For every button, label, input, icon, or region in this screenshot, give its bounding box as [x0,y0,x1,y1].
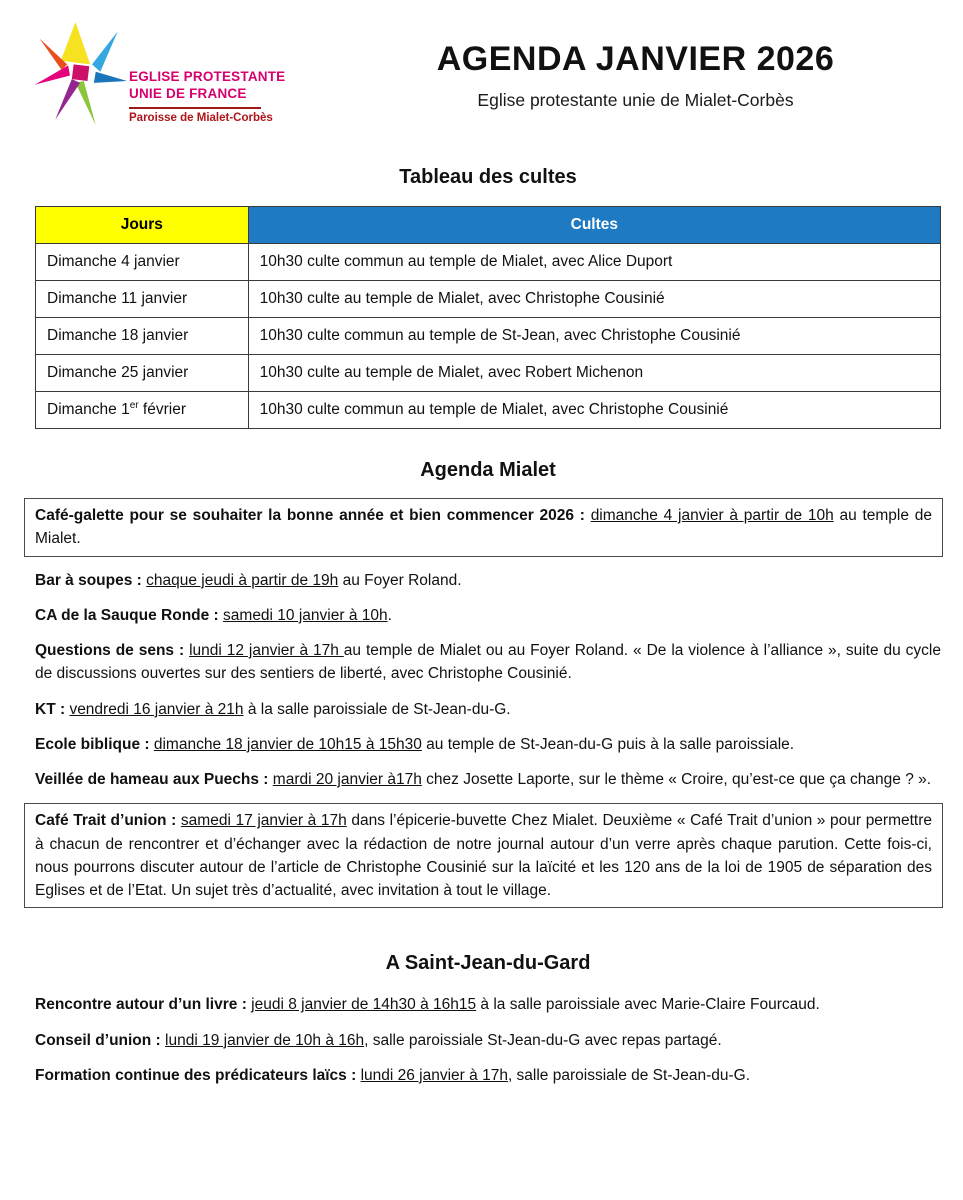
jour-text: Dimanche 1 [47,401,130,418]
agenda-item-text: à la salle paroissiale de St-Jean-du-G. [243,700,511,718]
agenda-item-label: Café Trait d’union : [35,812,181,830]
cell-jour: Dimanche 11 janvier [36,281,249,318]
agenda-item-text: , salle paroissiale St-Jean-du-G avec repas partagé. [364,1031,722,1049]
agenda-item-date: mardi 20 janvier à17h [272,771,422,788]
agenda-item-date: chaque jeudi à partir de 19h [146,571,339,589]
agenda-item-date: vendredi 16 janvier à 21h [69,700,244,718]
table-row [36,355,941,392]
table-row [36,318,941,355]
cell-culte: 10h30 culte commun au temple de Mialet, avec Alice Duport [248,244,940,281]
logo-line-1: EGLISE PROTESTANTE [129,69,286,85]
logo-line-2: UNIE DE FRANCE [129,86,247,102]
church-logo [35,20,330,130]
cell-jour [36,392,249,429]
cell-culte: 10h30 culte au temple de Mialet, avec Christophe Cousinié [248,281,940,318]
cell-jour: Dimanche 4 janvier [36,244,249,281]
agenda-item-label: Veillée de hameau aux Puechs : [35,771,273,788]
agenda-item-veillee-hameau [35,768,941,791]
agenda-item-date: samedi 10 janvier à 10h [223,606,388,624]
cell-culte: 10h30 culte au temple de Mialet, avec Robert Michenon [248,355,940,392]
agenda-item-date: jeudi 8 janvier de 14h30 à 16h15 [251,996,477,1014]
agenda-item-text: au temple de St-Jean-du-G puis à la salle paroissiale. [421,735,795,753]
agenda-item-formation-predicateurs [35,1064,941,1087]
agenda-item-label: Café-galette pour se souhaiter la bonne année et bien commencer 2026 : [35,507,591,524]
table-row [36,244,941,281]
agenda-item-questions-de-sens [35,639,941,686]
logo-parish-name: Paroisse de Mialet-Corbès [129,112,273,124]
agenda-item-date: lundi 26 janvier à 17h [360,1066,508,1084]
agenda-item-text: chez Josette Laporte, sur le thème « Croire, qu’est-ce que ça change ? ». [421,771,932,788]
page-title: AGENDA JANVIER 2026 [436,40,835,78]
agenda-item-date: lundi 19 janvier de 10h à 16h [165,1031,365,1049]
cell-culte: 10h30 culte commun au temple de St-Jean, avec Christophe Cousinié [248,318,940,355]
ordinal-superscript: er [129,399,139,411]
agenda-item-ca-sauque-ronde [35,604,941,627]
cultes-section-heading: Tableau des cultes [399,166,577,188]
agenda-item-label: Conseil d’union : [35,1031,166,1049]
agenda-item-date: dimanche 4 janvier à partir de 10h [590,507,834,524]
agenda-item-rencontre-livre [35,993,941,1016]
agenda-item-bar-a-soupes [35,569,941,592]
page-subtitle: Eglise protestante unie de Mialet-Corbès [477,90,794,110]
agenda-item-text: . [387,606,392,624]
agenda-item-label: Bar à soupes : [35,571,147,589]
agenda-item-label: KT : [35,700,70,718]
agenda-item-cafe-trait-union [24,803,943,908]
agenda-item-kt [35,698,941,721]
stjean-section-heading: A Saint-Jean-du-Gard [385,952,591,975]
agenda-item-label: Rencontre autour d’un livre : [35,996,252,1014]
agenda-item-label: Questions de sens : [35,642,190,659]
agenda-item-text: , salle paroissiale de St-Jean-du-G. [507,1066,751,1084]
table-header-row [36,207,941,244]
title-block [330,20,941,111]
agenda-item-text: au Foyer Roland. [338,571,462,589]
agenda-item-ecole-biblique [35,733,941,756]
agenda-item-text: à la salle paroissiale avec Marie-Claire Fourcaud. [476,996,820,1014]
cultes-table [35,206,941,429]
table-row [36,392,941,429]
agenda-item-text: au temple de Mialet ou au Foyer Roland. « De la violence à l’alliance », suite du cycle de discussions ouvertes sur des sentiers de liberté, avec Christophe Cousinié. [35,642,941,683]
column-header-cultes: Cultes [248,207,940,244]
cell-culte: 10h30 culte commun au temple de Mialet, avec Christophe Cousinié [248,392,940,429]
agenda-item-date: lundi 12 janvier à 17h [189,642,344,659]
table-row [36,281,941,318]
cell-jour: Dimanche 25 janvier [36,355,249,392]
logo-star-icon [35,20,127,130]
agenda-item-label: CA de la Sauque Ronde : [35,606,224,624]
cell-jour: Dimanche 18 janvier [36,318,249,355]
agenda-item-date: dimanche 18 janvier de 10h15 à 15h30 [153,735,422,753]
jour-text: février [138,401,186,418]
agenda-item-label: Ecole biblique : [35,735,154,753]
agenda-item-text: au temple de Mialet. [35,507,932,548]
agenda-item-date: samedi 17 janvier à 17h [180,812,347,830]
agenda-item-conseil-union [35,1029,941,1052]
logo-text [129,69,285,130]
column-header-jours: Jours [36,207,249,244]
agenda-item-text: dans l’épicerie-buvette Chez Mialet. Deuxième « Café Trait d’union » pour permettre à chacun de rencontrer et d’échanger avec la rédaction de notre journal autour d’un verre après chaque parution. Cette fois-ci, nous pourrons discuter autour de l’article de Christophe Cousinié sur la laïcité et les 120 ans de la loi de 1905 de séparation des Eglises et de l’Etat. Un sujet très d’actualité, avec invitation à tout le village. [35,812,933,899]
mialet-section-heading: Agenda Mialet [420,459,556,481]
logo-divider [129,107,261,109]
agenda-item-label: Formation continue des prédicateurs laïcs : [35,1066,361,1084]
document-header [35,20,941,130]
agenda-item-cafe-galette [24,498,943,557]
